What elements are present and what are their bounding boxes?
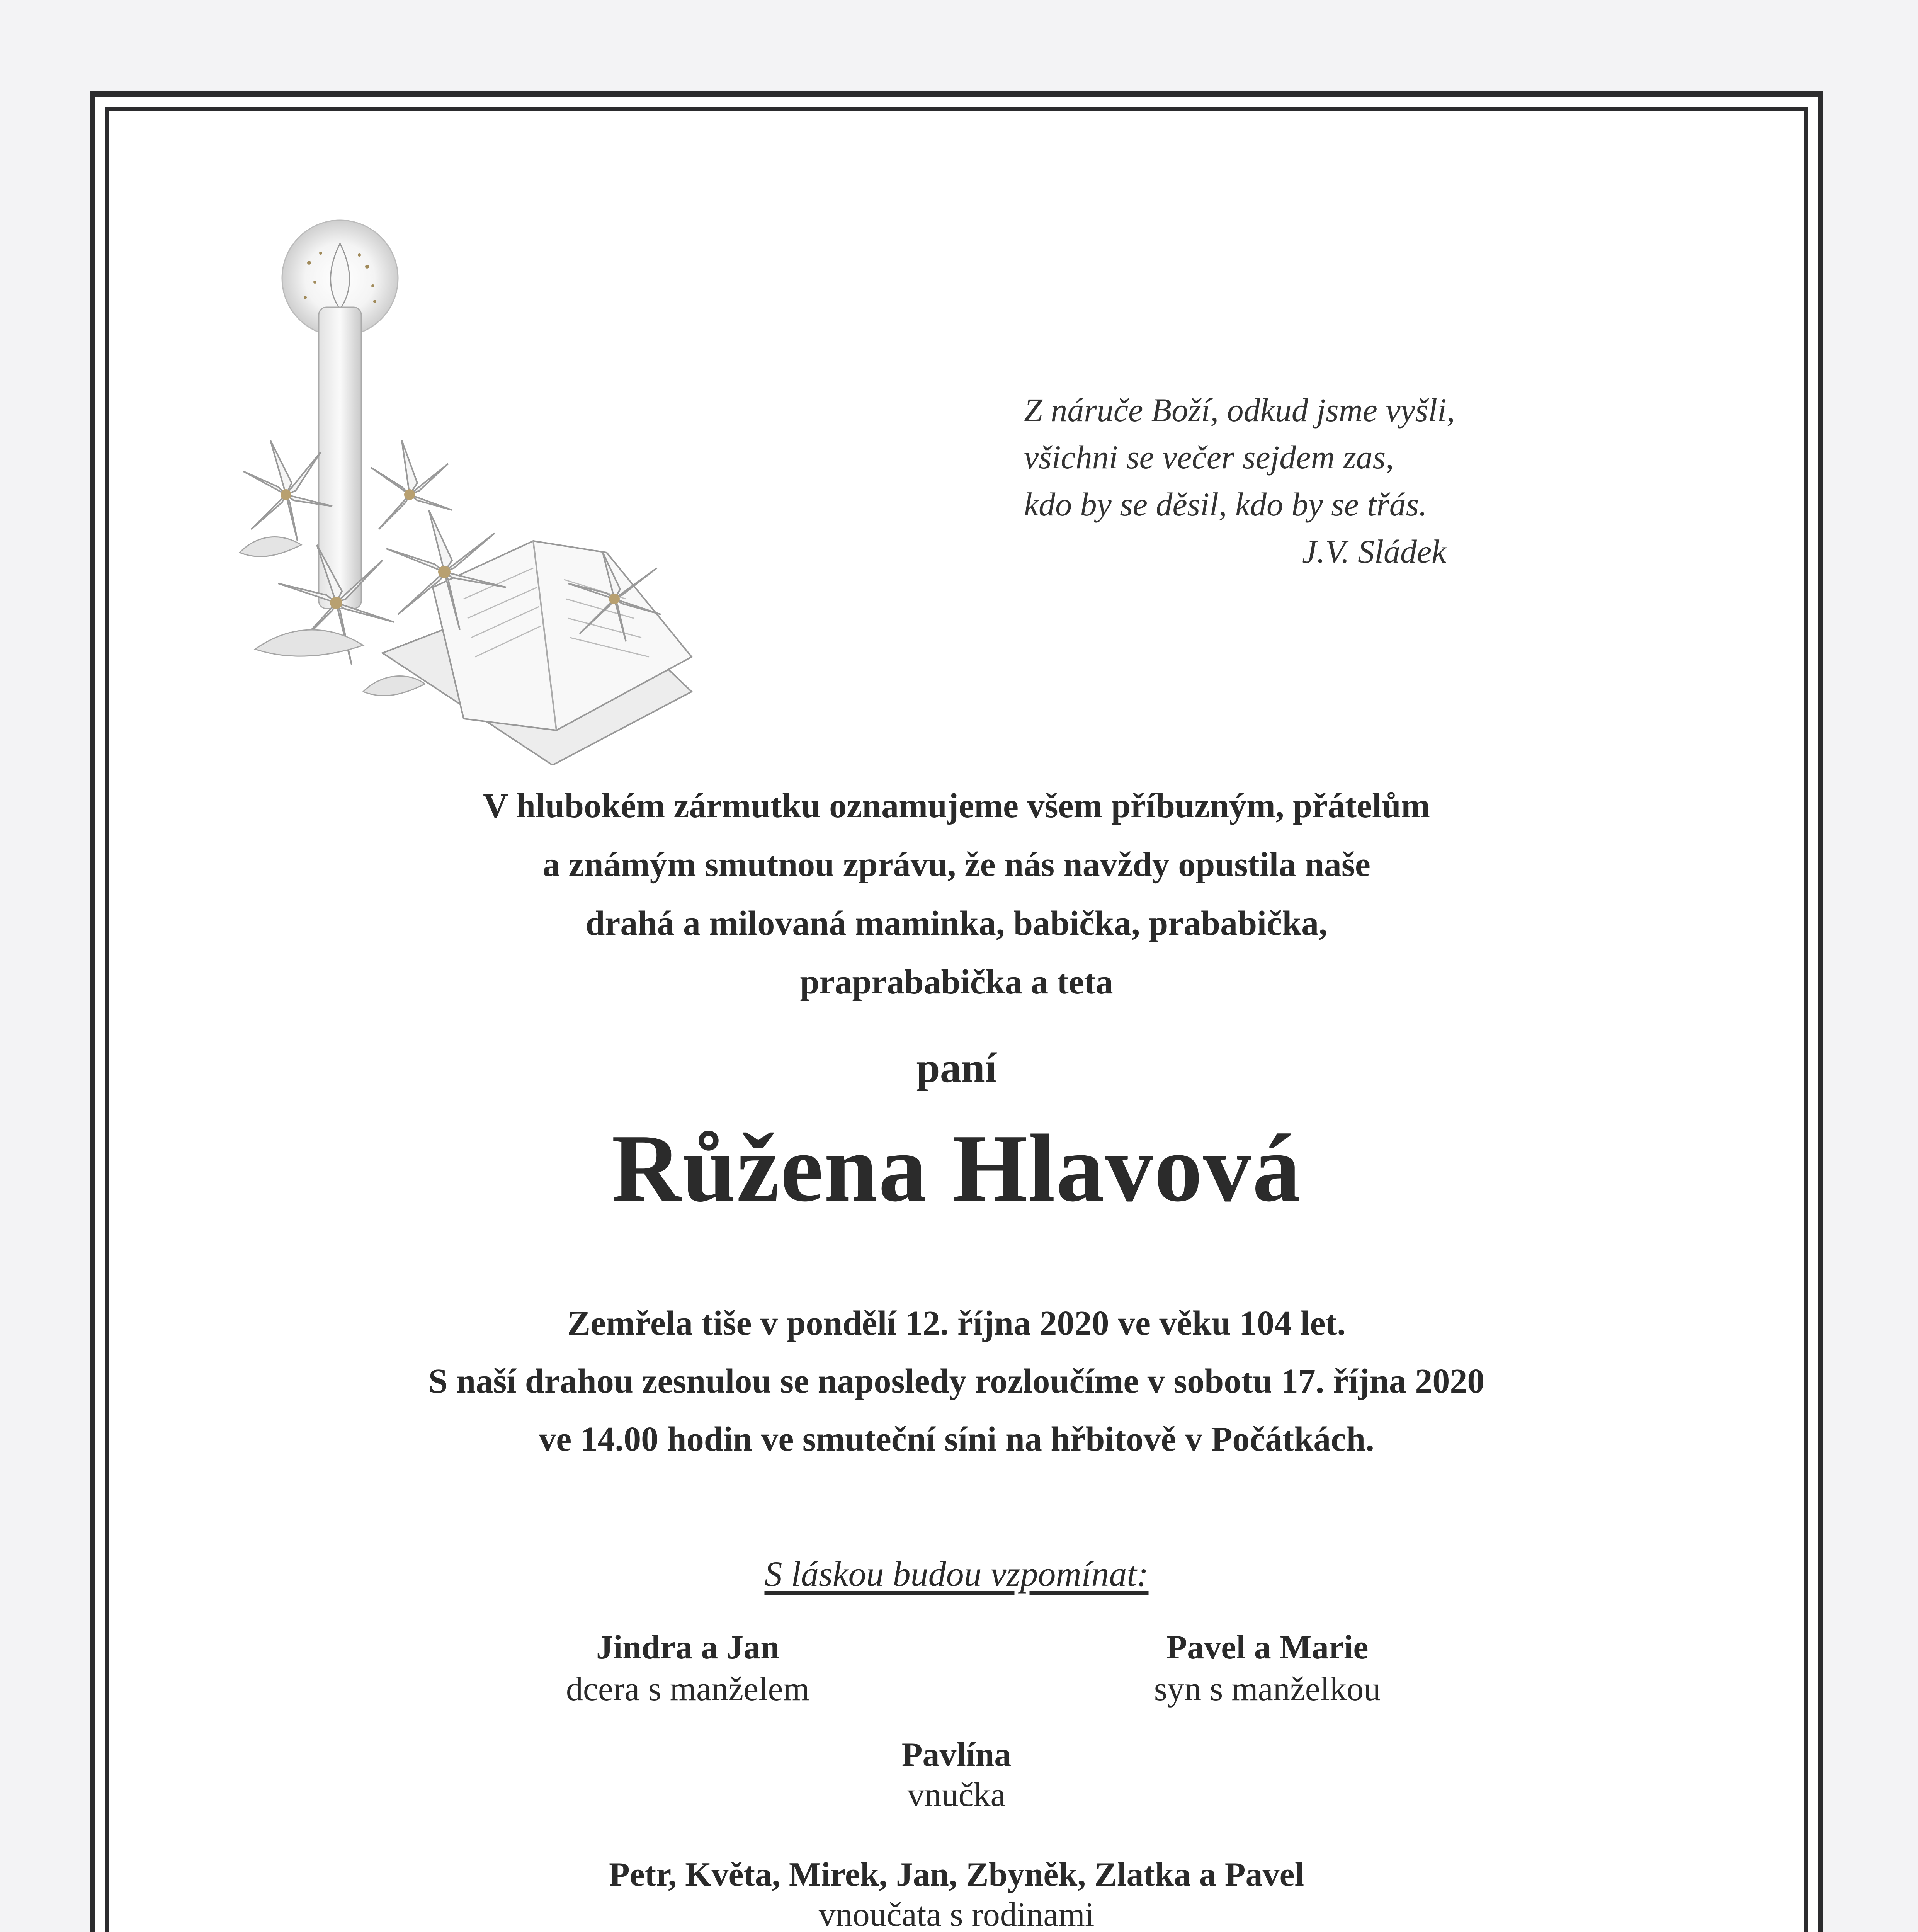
death-info [105, 1294, 1808, 1468]
death-line: ve 14.00 hodin ve smuteční síni na hřbitově v Počátkách. [539, 1420, 1374, 1458]
intro-line: V hlubokém zármutku oznamujeme všem příbuzným, přátelům [483, 787, 1430, 825]
death-line: Zemřela tiše v pondělí 12. října 2020 ve věku 104 let. [567, 1304, 1346, 1342]
deceased-name: Růžena Hlavová [612, 1115, 1301, 1222]
mourner-names: Pavlína [901, 1736, 1012, 1774]
intro-line: drahá a milovaná maminka, babička, prababička, [585, 904, 1328, 942]
intro-line: a známým smutnou zprávu, že nás navždy opustila naše [542, 845, 1370, 884]
poem-line: Z náruče Boží, odkud jsme vyšli, [1024, 391, 1455, 429]
announcement-intro [105, 777, 1808, 1012]
mourner-relation: syn s manželkou [1154, 1670, 1381, 1708]
mourner-relation: dcera s manželem [566, 1670, 810, 1708]
mourner-names: Pavel a Marie [1166, 1629, 1369, 1666]
intro-line: praprababička a teta [800, 963, 1113, 1001]
poem-line: kdo by se děsil, kdo by se třás. [1024, 486, 1427, 523]
mourner-relation: vnučka [907, 1776, 1006, 1814]
mourner-daughter [456, 1627, 920, 1710]
mourner-son [1036, 1627, 1499, 1710]
poem-line: všichni se večer sejdem zas, [1024, 439, 1394, 476]
death-line: S naší drahou zesnulou se naposledy rozloučíme v sobotu 17. října 2020 [428, 1362, 1485, 1400]
mourner-grandchildren [105, 1855, 1808, 1932]
title-prefix: paní [916, 1044, 997, 1091]
mourner-relation: vnoučata s rodinami [818, 1896, 1095, 1932]
poem-author: J.V. Sládek [1302, 533, 1447, 570]
poem-quote [1024, 386, 1565, 575]
mourner-names: Jindra a Jan [596, 1629, 780, 1666]
mourner-granddaughter [105, 1735, 1808, 1815]
remember-heading: S láskou budou vzpomínat: [764, 1554, 1149, 1594]
candle-book-lilies-illustration [216, 216, 734, 765]
mourner-names: Petr, Květa, Mirek, Jan, Zbyněk, Zlatka a Pavel [609, 1856, 1304, 1893]
